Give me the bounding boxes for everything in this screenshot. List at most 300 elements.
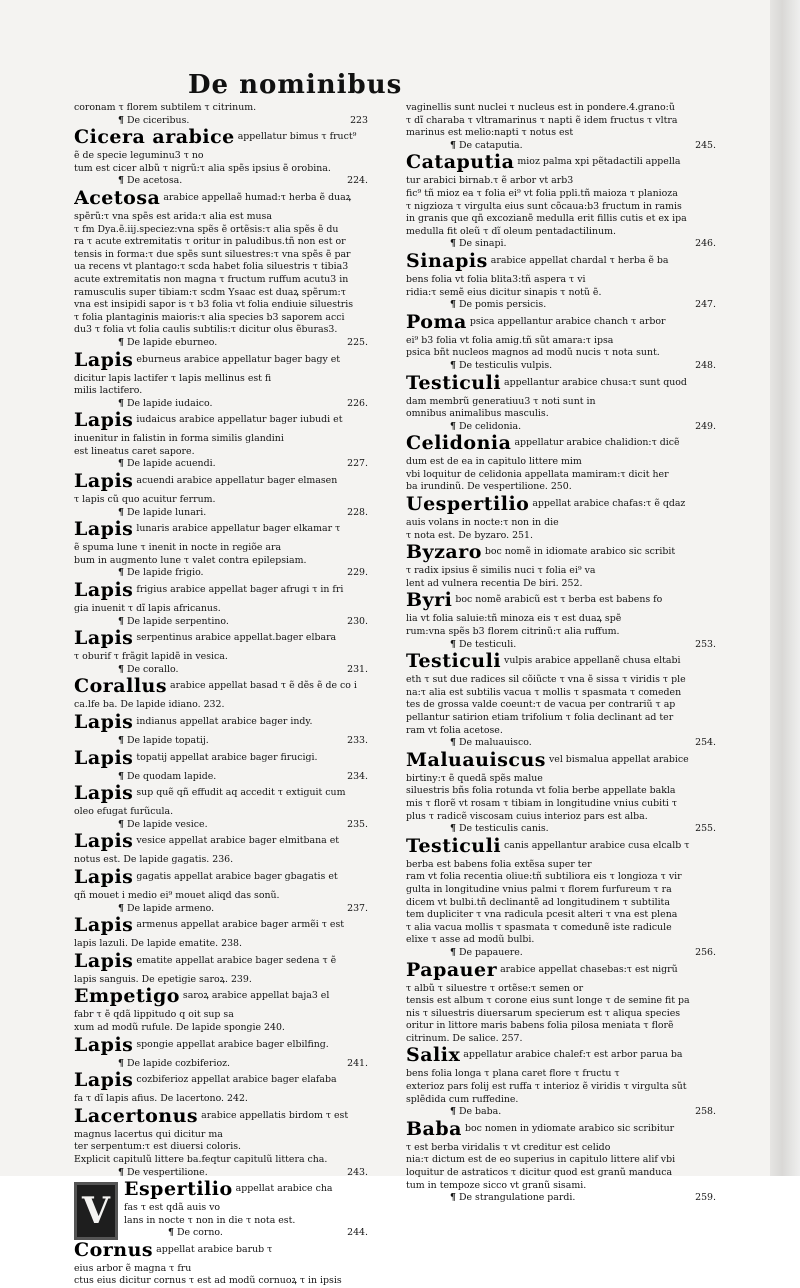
text-line: τ nigzioza τ virgulta eius sunt cõcaua:b3 fructum in ramis <box>406 200 682 212</box>
text-line: τ est berba viridalis τ vt creditur est celido <box>406 1141 611 1153</box>
section-heading <box>74 175 374 188</box>
section-heading <box>406 947 722 960</box>
text-line: tensis in forma:τ due spẽs sunt siluestres:τ vna spẽs ẽ par <box>74 248 351 260</box>
section-title: De testiculi. <box>458 638 517 650</box>
section-title: De ciceribus. <box>126 114 190 126</box>
text-line: qñ mouet i medio ei⁹ mouet aliqd das sonũ. <box>74 889 280 901</box>
text-line: ẽ spuma lune τ inenit in nocte in regiõe ara <box>74 542 282 554</box>
entry-number: 246. <box>695 238 716 250</box>
text-line: nis τ siluestris diuersarum specierum est τ aliqua species <box>406 1007 681 1019</box>
entry-text: boc nomẽ arabicũ est τ berba est babens fo <box>455 594 663 606</box>
text-line: tum est cicer albũ τ nigrũ:τ alia spẽs ipsius ẽ orobina. <box>74 162 331 174</box>
entry-heading <box>74 411 374 433</box>
section-heading <box>74 903 374 916</box>
entry-number: 230. <box>347 615 368 627</box>
entry-heading <box>406 495 722 517</box>
text-line: inuenitur in falistin in forma similis glandini <box>74 433 284 445</box>
entry-number: 245. <box>695 139 716 151</box>
text-line: tum in tempoze sicco vt granũ sisami. <box>406 1179 587 1191</box>
entry-heading <box>406 591 722 613</box>
headword: Cataputia <box>406 153 515 174</box>
text-line: tes de grossa valde coeunt:τ de vacua per contrariũ τ ap <box>406 699 676 711</box>
entry-heading <box>406 313 722 335</box>
entry-heading <box>74 916 374 938</box>
section-heading <box>74 735 374 748</box>
entry-text: appellat arabice cha <box>235 1183 333 1195</box>
text-line: est lineatus caret sapore. <box>74 445 195 457</box>
entry-number: 234. <box>347 770 368 782</box>
section-title: De acetosa. <box>126 175 183 187</box>
text-line: rum:vna spẽs b3 florem citrinũ:τ alia ruffum. <box>406 626 620 638</box>
entry-number: 224. <box>347 175 368 187</box>
pilcrow-icon: ¶ <box>450 1106 456 1118</box>
entry-heading <box>74 472 374 494</box>
text-line: τ nota est. De byzaro. 251. <box>406 529 533 541</box>
entry-heading <box>74 832 374 854</box>
headword: Testiculi <box>406 836 502 857</box>
entry-text: canis appellantur arabice cusa elcalb τ <box>504 839 690 851</box>
section-heading <box>406 360 722 373</box>
section-title: De baba. <box>458 1106 502 1118</box>
entry-heading <box>74 1036 374 1058</box>
entry-heading <box>74 952 374 974</box>
pilcrow-icon: ¶ <box>450 638 456 650</box>
section-title: De testiculis vulpis. <box>458 359 553 371</box>
text-line: ba irundinũ. De vespertilione. 250. <box>406 481 572 493</box>
pilcrow-icon: ¶ <box>118 506 124 518</box>
text-line: vaginellis sunt nuclei τ nucleus est in pondere.4.grano:ũ <box>406 102 675 113</box>
entry-text: mioz palma xpi pẽtadactili appella <box>517 156 681 168</box>
entry-heading <box>74 351 374 373</box>
headword: Lapis <box>74 951 134 972</box>
section-heading <box>406 1192 722 1205</box>
section-title: De vespertilione. <box>126 1166 208 1178</box>
section-heading <box>406 639 722 652</box>
entry-number: 244. <box>347 1227 368 1239</box>
text-line: citrinum. De salice. 257. <box>406 1032 523 1044</box>
section-title: De cataputia. <box>458 139 523 151</box>
text-line: lans in nocte τ non in die τ nota est. <box>124 1214 296 1226</box>
entry-number: 258. <box>695 1106 716 1118</box>
headword: Uespertilio <box>406 495 530 516</box>
section-heading <box>74 337 374 350</box>
decorated-initial: V <box>74 1182 118 1240</box>
section-heading <box>406 1106 722 1119</box>
entry-heading <box>406 652 722 674</box>
text-line: vna est insipidi sapor is τ b3 folia vt folia endiuie siluestris <box>74 299 354 311</box>
left-column <box>74 102 374 1288</box>
text-line: τ radix ipsius ẽ similis nuci τ folia ei⁹ va <box>406 565 596 577</box>
entry-text: cozbiferioz appellat arabice bager elafaba <box>136 1074 337 1086</box>
entry-heading <box>74 629 374 651</box>
headword: Cicera arabice <box>74 128 235 149</box>
headword: Testiculi <box>406 373 502 394</box>
text-line: marinus est melio:napti τ notus est <box>406 127 574 139</box>
entry-text: arabice appellatis birdom τ est <box>201 1109 349 1121</box>
text-line: notus est. De lapide gagatis. 236. <box>74 854 234 866</box>
text-line: ram vt folia recentia oliue:tñ subtiliora eis τ longioza τ vir <box>406 871 682 883</box>
headword: Lapis <box>74 916 134 937</box>
pilcrow-icon: ¶ <box>118 397 124 409</box>
headword: Cornus <box>74 1240 154 1261</box>
section-title: De celidonia. <box>458 420 522 432</box>
text-line: loquitur de astraticos τ dicitur quod est granũ manduca <box>406 1167 673 1179</box>
text-line: τ dĩ charaba τ vltramarinus τ napti ẽ idem fructus τ vltra <box>406 114 678 126</box>
entry-heading <box>406 751 722 773</box>
entry-text: gagatis appellat arabice bager gbagatis et <box>136 870 338 882</box>
text-line: bum in augmento lune τ valet contra epilepsiam. <box>74 554 307 566</box>
text-line: coronam τ florem subtilem τ citrinum. <box>74 102 257 113</box>
section-title: De sinapi. <box>458 238 507 250</box>
entry-heading <box>74 128 374 150</box>
headword: Lapis <box>74 520 134 541</box>
entry-text: eburneus arabice appellatur bager bagy et <box>136 353 341 365</box>
headword: Lapis <box>74 581 134 602</box>
pilcrow-icon: ¶ <box>118 114 124 126</box>
headword: Poma <box>406 312 467 333</box>
entry-text: psica appellantur arabice chanch τ arbor <box>469 315 666 327</box>
text-line: bens folia vt folia blita3:tñ aspera τ vi <box>406 273 586 285</box>
text-line: acute extremitatis non magna τ fructum ruffum acutu3 in <box>74 273 349 285</box>
pilcrow-icon: ¶ <box>118 336 124 348</box>
section-heading <box>74 616 374 629</box>
entry-heading <box>406 837 722 859</box>
text-line: tur arabici birnab.τ ẽ arbor vt arb3 <box>406 175 574 187</box>
section-heading <box>124 1227 374 1240</box>
pilcrow-icon: ¶ <box>450 1192 456 1204</box>
right-column <box>406 102 722 1205</box>
section-title: De lapide eburneo. <box>126 336 218 348</box>
section-heading <box>74 398 374 411</box>
text-line: oleo efugat furũcula. <box>74 806 174 818</box>
pilcrow-icon: ¶ <box>118 567 124 579</box>
section-heading <box>406 421 722 434</box>
text-line: exterioz pars folij est ruffa τ interioz ẽ viridis τ virgulta sũt <box>406 1081 687 1093</box>
pilcrow-icon: ¶ <box>450 737 456 749</box>
entry-heading <box>74 520 374 542</box>
entry-text: ematite appellat arabice bager sedena τ ẽ <box>136 954 337 966</box>
entry-text: sup quẽ qñ effudit aq accedit τ extiguit cum <box>136 787 346 799</box>
text-line: Explicit capitulũ littere ba.feqtur capitulũ littera cha. <box>74 1153 328 1165</box>
text-line: vbi loquitur de celidonia appellata mamiram:τ dicit her <box>406 468 669 480</box>
text-line: τ fm Dya.ẽ.iij.speciez:vna spẽs ẽ ortẽsis:τ alia spẽs ẽ du <box>74 223 339 235</box>
headword: Acetosa <box>74 188 161 209</box>
page-header: De nominibus <box>188 70 403 100</box>
entry-number: 228. <box>347 506 368 518</box>
entry-text: armenus appellat arabice bager armẽi τ est <box>136 919 345 931</box>
entry-text: appellat arabice chafas:τ ẽ qdaz <box>532 498 686 510</box>
pilcrow-icon: ¶ <box>450 823 456 835</box>
section-title: De lapide acuendi. <box>126 458 216 470</box>
entry-text: arabice appellat chardal τ herba ẽ ba <box>490 254 669 266</box>
text-line: pellantur satirion etiam trifolium τ folia declinant ad ter <box>406 712 674 723</box>
headword: Lapis <box>74 1035 134 1056</box>
section-heading <box>406 737 722 750</box>
text-line: mis τ florẽ vt rosam τ tibiam in longitudine vnius cubiti τ <box>406 797 678 809</box>
section-heading <box>406 823 722 836</box>
entry-heading <box>406 961 722 983</box>
text-line: dicem vt bulbi.tñ declinantẽ ad longitudinem τ subtilita <box>406 896 670 908</box>
entry-number: 225. <box>347 336 368 348</box>
text-line: gia inuenit τ dĩ lapis africanus. <box>74 603 221 615</box>
headword: Baba <box>406 1119 462 1140</box>
headword: Lapis <box>74 472 134 493</box>
entry-heading <box>74 1107 374 1129</box>
text-line: τ folia plantaginis maioris:τ alia species b3 saporem acci <box>74 311 345 323</box>
pilcrow-icon: ¶ <box>118 458 124 470</box>
text-line: berba est babens folia extẽsa super ter <box>406 858 592 870</box>
text-line: du3 τ folia vt folia caulis subtilis:τ dicitur olus ẽburas3. <box>74 324 338 336</box>
text-line: spẽrũ:τ vna spẽs est arida:τ alia est musa <box>74 210 272 222</box>
text-line: na:τ alia est subtilis vacua τ mollis τ spasmata τ comeden <box>406 686 682 698</box>
entry-text: vel bismalua appellat arabice <box>548 753 689 765</box>
headword: Maluauiscus <box>406 750 546 771</box>
text-line: ẽ de specie leguminu3 τ no <box>74 150 204 162</box>
text-line: in granis que qñ excozianẽ medulla erit fillis cutis et ex ipa <box>406 213 687 225</box>
section-title: De lapide cozbiferioz. <box>126 1057 231 1069</box>
entry-heading <box>74 1071 374 1093</box>
entry-heading <box>406 374 722 396</box>
entry-number: 229. <box>347 567 368 579</box>
entry-heading <box>406 252 722 274</box>
text-line: fas τ est qdã auis vo <box>124 1202 221 1214</box>
text-line: nia:τ dictum est de eo superius in capitulo littere alif vbi <box>406 1154 676 1166</box>
headword: Lapis <box>74 832 134 853</box>
text-line: τ oburif τ frãgit lapidẽ in vesica. <box>74 651 228 663</box>
entry-heading <box>74 987 374 1009</box>
entry-heading <box>406 153 722 175</box>
entry-number: 253. <box>695 638 716 650</box>
text-line: fabr τ ẽ qdã lippitudo q oit sup sa <box>74 1009 234 1021</box>
text-line: tem dupliciter τ vna radicula pcesit alteri τ vna est plena <box>406 909 678 921</box>
entry-heading <box>406 1046 722 1068</box>
section-title: De maluauisco. <box>458 737 532 749</box>
page-gutter <box>770 0 800 1176</box>
entry-text: lunaris arabice appellatur bager elkamar τ <box>136 523 341 535</box>
headword: Lapis <box>74 629 134 650</box>
pilcrow-icon: ¶ <box>118 735 124 746</box>
pilcrow-icon: ¶ <box>118 1166 124 1178</box>
text-line: τ alia vacua mollis τ spasmata τ comedunẽ iste radicule <box>406 921 672 933</box>
pilcrow-icon: ¶ <box>450 946 456 958</box>
headword: Celidonia <box>406 434 512 455</box>
entry-heading <box>74 1241 374 1263</box>
entry-text: appellat arabice barub τ <box>156 1243 273 1255</box>
text-line: tensis est album τ corone eius sunt longe τ de semine fit pa <box>406 995 690 1007</box>
entry-heading <box>406 543 722 565</box>
section-heading <box>74 115 374 128</box>
text-line: elixe τ asse ad modũ bulbi. <box>406 934 535 946</box>
section-heading <box>406 140 722 153</box>
entry-heading <box>406 1120 722 1142</box>
text-line: milis lactifero. <box>74 385 143 397</box>
entry-text: acuendi arabice appellatur bager elmasen <box>136 475 338 487</box>
entry-text: spongie appellat arabice bager elbilfing. <box>136 1038 329 1050</box>
headword: Lapis <box>74 748 134 769</box>
section-title: De corallo. <box>126 663 179 675</box>
pilcrow-icon: ¶ <box>450 359 456 371</box>
text-line: dam membrũ generatiuu3 τ noti sunt in <box>406 395 596 407</box>
entry-text: arabice appellat basad τ ẽ dẽs ẽ de co i <box>170 680 357 692</box>
text-line: omnibus animalibus masculis. <box>406 408 549 420</box>
text-line: fic⁹ tñ mioz ea τ folia ei⁹ vt folia ppli.tñ maioza τ planioza <box>406 187 678 199</box>
headword: Testiculi <box>406 652 502 673</box>
section-title: De quodam lapide. <box>126 770 217 782</box>
entry-text: topatij appellat arabice bager firucigi. <box>136 751 318 763</box>
entry-number: 243. <box>347 1166 368 1178</box>
section-heading <box>74 1058 374 1071</box>
entry-heading <box>74 784 374 806</box>
entry-number: 231. <box>347 663 368 675</box>
pilcrow-icon: ¶ <box>168 1227 174 1239</box>
entry-text: arabice appellaẽ humad:τ herba ẽ duaꝝ <box>163 191 352 203</box>
entry-heading <box>74 581 374 603</box>
headword: Byri <box>406 591 453 612</box>
text-line: psica bñt nucleos magnos ad modũ nucis τ nota sunt. <box>406 347 660 359</box>
headword: Lapis <box>74 411 134 432</box>
text-line: ctus eius dicitur cornus τ est ad modũ cornuoꝝ τ in ipsis <box>74 1275 342 1287</box>
section-heading <box>74 458 374 471</box>
text-line: lent ad vulnera recentia De biri. 252. <box>406 577 583 589</box>
pilcrow-icon: ¶ <box>118 770 124 782</box>
headword: Sinapis <box>406 251 488 272</box>
pilcrow-icon: ¶ <box>118 818 124 830</box>
entry-number: 241. <box>347 1057 368 1069</box>
pilcrow-icon: ¶ <box>450 420 456 432</box>
section-title: De strangulatione pardi. <box>458 1192 576 1204</box>
entry-text: frigius arabice appellat bager afrugi τ in fri <box>136 584 344 596</box>
entry-text: boc nomen in ydiomate arabico sic scribitur <box>464 1122 675 1134</box>
entry-number: 254. <box>695 737 716 749</box>
entry-text: saroꝝ arabice appellat baja3 el <box>182 990 330 1002</box>
text-line: magnus lacertus qui dicitur ma <box>74 1128 223 1140</box>
entry-text: vesice appellat arabice bager elmitbana et <box>136 835 340 847</box>
text-line: siluestris bñs folia rotunda vt folia berbe appellate bakla <box>406 785 676 797</box>
text-line: ca.lfe ba. De lapide idiano. 232. <box>74 699 225 711</box>
section-title: De lapide vesice. <box>126 818 208 830</box>
headword: Empetigo <box>74 987 180 1008</box>
pilcrow-icon: ¶ <box>118 902 124 914</box>
headword: Lapis <box>74 713 134 733</box>
section-heading <box>74 567 374 580</box>
entry-number: 223 <box>350 114 368 126</box>
entry-text: appellatur bimus τ fruct⁹ <box>237 131 357 143</box>
entry-heading <box>74 868 374 890</box>
section-heading <box>406 299 722 312</box>
entry-text: appellatur arabice chalef:τ est arbor parua ba <box>463 1049 683 1061</box>
text-line: ter serpentum:τ est diuersi coloris. <box>74 1141 241 1153</box>
entry-text: appellatur arabice chalidion:τ dicẽ <box>514 437 680 449</box>
entry-number: 227. <box>347 458 368 470</box>
text-line: ra τ acute extremitatis τ oritur in paludibus.tñ non est or <box>74 236 346 248</box>
entry-text: serpentinus arabice appellat.bager elbara <box>136 632 337 644</box>
text-line: ei⁹ b3 folia vt folia amig.tñ sũt amara:τ ipsa <box>406 334 614 346</box>
entry-number: 248. <box>695 359 716 371</box>
text-line: splẽdida cum ruffedine. <box>406 1093 519 1105</box>
entry-number: 259. <box>695 1192 716 1204</box>
pilcrow-icon: ¶ <box>118 175 124 187</box>
headword: Papauer <box>406 960 498 981</box>
entry-number: 247. <box>695 299 716 311</box>
headword: Corallus <box>74 677 168 698</box>
text-line: auis volans in nocte:τ non in die <box>406 517 559 529</box>
text-line: ram vt folia acetose. <box>406 724 503 736</box>
entry-heading <box>74 749 374 771</box>
headword: Lapis <box>74 867 134 888</box>
section-title: De lapide serpentino. <box>126 615 229 627</box>
pilcrow-icon: ¶ <box>118 663 124 675</box>
pilcrow-icon: ¶ <box>450 299 456 311</box>
section-heading <box>74 819 374 832</box>
text-line: gulta in longitudine vnius palmi τ florem furfureum τ ra <box>406 883 672 895</box>
text-line: fa τ dĩ lapis afius. De lacertono. 242. <box>74 1093 248 1105</box>
entry-number: 256. <box>695 946 716 958</box>
text-line: τ lapis cũ quo acuitur ferrum. <box>74 494 216 506</box>
entry-number: 233. <box>347 735 368 746</box>
section-heading <box>406 238 722 251</box>
section-title: De lapide iudaico. <box>126 397 213 409</box>
section-title: De lapide armeno. <box>126 902 215 914</box>
text-line: xum ad modũ rufule. De lapide spongie 240. <box>74 1021 285 1033</box>
section-title: De lapide lunari. <box>126 506 207 518</box>
entry-number: 249. <box>695 420 716 432</box>
entry-heading <box>74 189 374 211</box>
pilcrow-icon: ¶ <box>450 238 456 250</box>
section-heading <box>74 664 374 677</box>
text-line: birtiny:τ ẽ quedã spẽs malue <box>406 772 543 784</box>
text-line: ua recens vt plantago:τ scda habet folia siluestris τ tibia3 <box>74 261 349 273</box>
headword: Espertilio <box>124 1178 233 1201</box>
entry-number: 226. <box>347 397 368 409</box>
text-line: medulla fit oleũ τ dĩ oleum pentadactilinum. <box>406 225 616 237</box>
text-line: oritur in littore maris babens folia pilosa meniata τ florẽ <box>406 1020 674 1032</box>
section-title: De lapide topatij. <box>126 735 209 746</box>
text-line: bens folia longa τ plana caret flore τ fructu τ <box>406 1068 620 1080</box>
section-title: De corno. <box>176 1227 223 1239</box>
entry-text: iudaicus arabice appellatur bager iubudi et <box>136 414 343 426</box>
text-line: lapis lazuli. De lapide ematite. 238. <box>74 938 243 950</box>
headword: Byzaro <box>406 543 482 564</box>
entry-text: indianus appellat arabice bager indy. <box>136 716 313 727</box>
text-line: lapis sanguis. De epetigie saroꝝ. 239. <box>74 973 252 985</box>
section-heading <box>74 507 374 520</box>
entry-number: 237. <box>347 902 368 914</box>
text-line: dicitur lapis lactifer τ lapis mellinus est fi <box>74 372 272 384</box>
section-title: De lapide frigio. <box>126 567 204 579</box>
text-line: dum est de ea in capitulo littere mim <box>406 456 582 468</box>
pilcrow-icon: ¶ <box>450 139 456 151</box>
section-title: De pomis persicis. <box>458 299 547 311</box>
section-title: De testiculis canis. <box>458 823 549 835</box>
entry-text: boc nomẽ in idiomate arabico sic scribit <box>484 546 676 558</box>
entry-text: arabice appellat chasebas:τ est nigrũ <box>500 963 678 975</box>
entry-text: appellantur arabice chusa:τ sunt quod <box>504 376 687 388</box>
headword: Lapis <box>74 350 134 371</box>
entry-number: 235. <box>347 818 368 830</box>
entry-number: 255. <box>695 823 716 835</box>
text-line: ramusculis super tibiam:τ scdm Ysaac est duaꝝ spẽrum:τ <box>74 286 346 298</box>
text-line: ridia:τ semẽ eius dicitur sinapis τ notũ ẽ. <box>406 286 602 298</box>
headword: Lacertonus <box>74 1106 199 1127</box>
headword: Lapis <box>74 784 134 805</box>
headword: Lapis <box>74 1071 134 1092</box>
entry-heading <box>74 677 374 699</box>
section-heading <box>74 771 374 784</box>
entry-heading <box>406 434 722 456</box>
pilcrow-icon: ¶ <box>118 1057 124 1069</box>
headword: Salix <box>406 1046 461 1067</box>
text-line: plus τ radicẽ viscosam cuius interioz pars est alba. <box>406 810 648 822</box>
